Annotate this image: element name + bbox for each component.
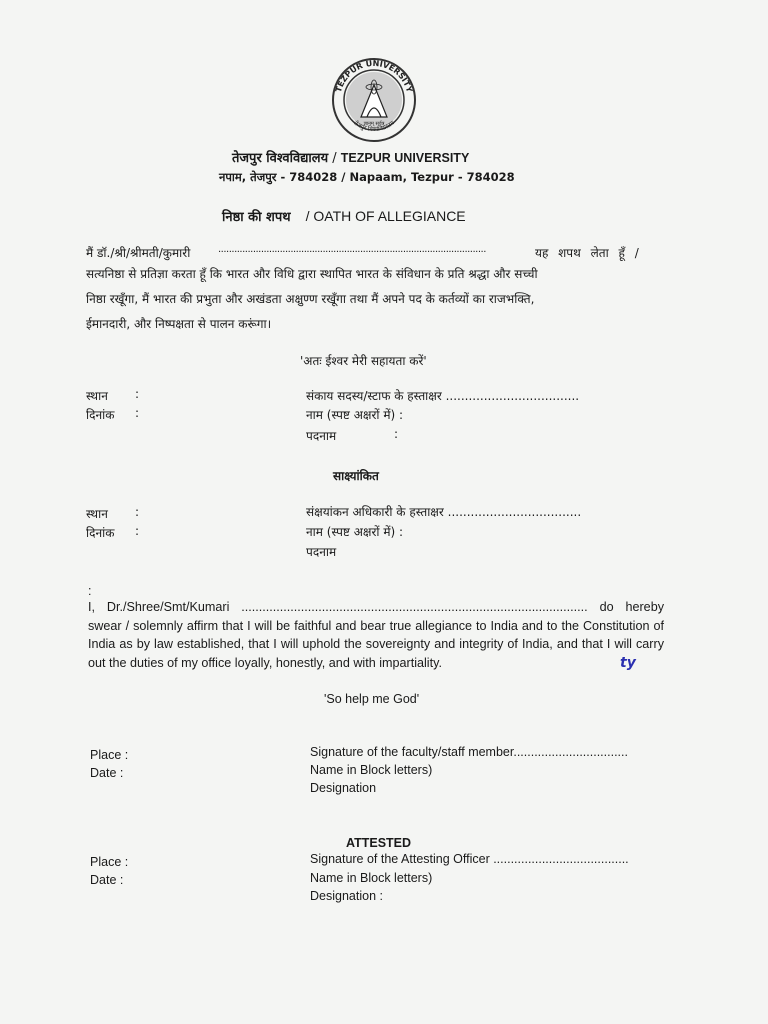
hindi-motto: 'अतः ईश्वर मेरी सहायता करें': [300, 354, 427, 368]
hindi-date-label-2: दिनांक: [86, 526, 115, 540]
handwritten-mark: ty: [620, 655, 636, 671]
english-date-label-2: Date :: [90, 873, 124, 887]
english-attested-heading: ATTESTED: [346, 836, 412, 850]
english-motto: 'So help me God': [324, 692, 420, 706]
hindi-place-colon: :: [135, 387, 140, 401]
english-date-label: Date :: [90, 766, 124, 780]
university-title: [232, 148, 469, 166]
english-name-block-2: Name in Block letters): [310, 871, 433, 885]
hindi-date-colon-2: :: [135, 524, 140, 538]
hindi-designation-colon: :: [394, 427, 399, 441]
hindi-name-block: नाम (स्पष्ट अक्षरों में) :: [306, 408, 404, 422]
hindi-name-block-2: नाम (स्पष्ट अक्षरों में) :: [306, 525, 404, 539]
seal-hindi-ring: तेजपुर विश्वविद्यालय: [352, 119, 396, 134]
english-designation-2: Designation :: [310, 889, 383, 903]
english-place-label-2: Place :: [90, 855, 129, 869]
hindi-attested-heading: साक्ष्यांकित: [333, 469, 379, 483]
english-member-signature: Signature of the faculty/staff member.................................: [310, 745, 628, 759]
hindi-oath-line-1-left: मैं डॉ./श्री/श्रीमती/कुमारी: [86, 246, 191, 260]
english-place-label: Place :: [90, 748, 129, 762]
hindi-officer-signature: संक्षयांकन अधिकारी के हस्ताक्षर ...................................: [306, 505, 582, 519]
hindi-name-blank: ....................................................................................................: [218, 244, 486, 255]
hindi-designation-2: पदनाम: [306, 545, 337, 559]
hindi-oath-line-2: सत्यनिष्ठा से प्रतिज्ञा करता हूँ कि भारत और विधि द्वारा स्थापित भारत के संविधान के प्रति श्रद्धा और सच्ची: [86, 267, 538, 281]
hindi-member-signature: संकाय सदस्य/स्टाफ के हस्ताक्षर ...................................: [306, 389, 580, 403]
oath-heading-hindi: निष्ठा की शपथ: [222, 210, 291, 225]
english-oath-paragraph: I, Dr./Shree/Smt/Kumari ................................................................................................... do hereby swear / solemnly affirm that I will be faithful and bear true allegiance to India and to the Constitution of India as by law established, that I will uphold the sovereignty and integrity of India, and that I will carry out the duties of my office loyally, honestly, and with impartiality.: [88, 600, 664, 670]
hindi-date-label: दिनांक: [86, 408, 115, 422]
hindi-place-colon-2: :: [135, 505, 140, 519]
hindi-date-colon: :: [135, 406, 140, 420]
university-address: नपाम, तेजपुर - 784028 / Napaam, Tezpur - 784028: [219, 170, 515, 184]
hindi-oath-line-1-right: यह शपथ लेता हूँ /: [535, 246, 639, 260]
english-name-block: Name in Block letters): [310, 763, 433, 777]
title-separator: /: [328, 151, 341, 166]
hindi-place-label-2: स्थान: [86, 507, 108, 521]
english-officer-signature: Signature of the Attesting Officer .......................................: [310, 852, 629, 866]
hindi-oath-line-4: ईमानदारी, और निष्पक्षता से पालन करूंगा।: [86, 317, 272, 331]
stray-colon: :: [88, 584, 92, 598]
hindi-oath-line-3: निष्ठा रखूँगा, मैं भारत की प्रभुता और अखंडता अक्षुण्ण रखूँगा तथा मैं अपने पद के कर्तव्यों का राजभक्ति,: [86, 292, 535, 306]
university-title-english: TEZPUR UNIVERSITY: [340, 151, 470, 165]
seal-motto: ज्ञानम् सर्वत्र: [363, 121, 385, 127]
oath-heading-english: / OATH OF ALLEGIANCE: [305, 208, 466, 224]
hindi-place-label: स्थान: [86, 389, 108, 403]
seal-ring-text: TEZPUR UNIVERSITY: [333, 58, 415, 94]
university-seal-icon: [331, 57, 417, 143]
university-title-hindi: तेजपुर विश्वविद्यालय: [232, 151, 329, 166]
english-designation: Designation: [310, 781, 377, 795]
hindi-designation: पदनाम: [306, 429, 337, 443]
oath-heading: [222, 206, 466, 225]
